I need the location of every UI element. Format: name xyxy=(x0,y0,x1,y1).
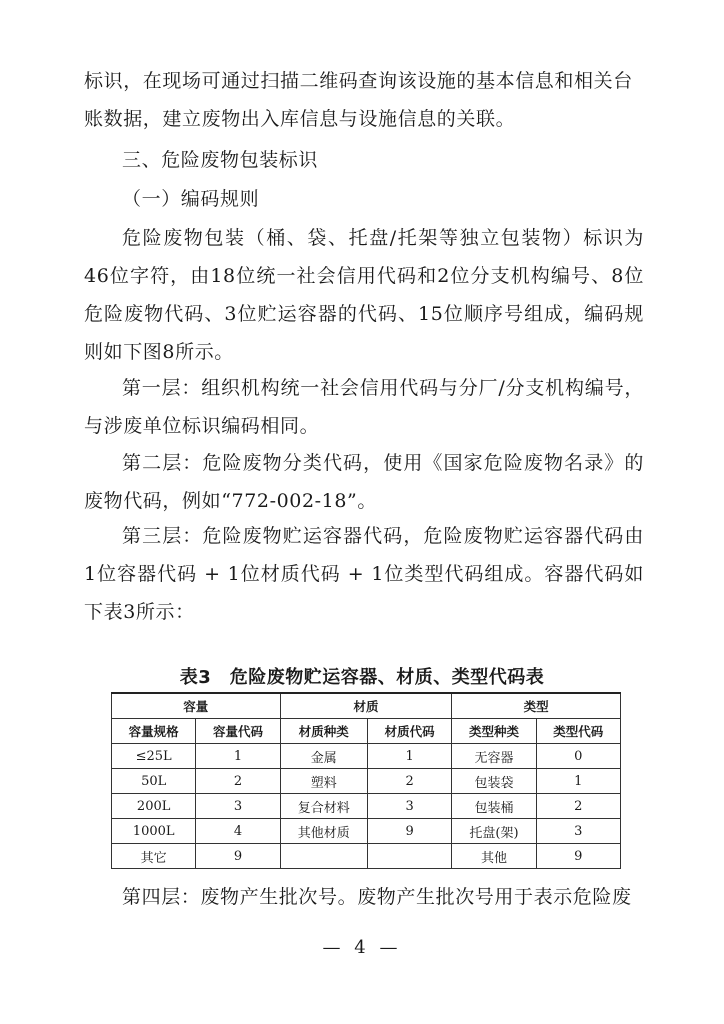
table-cell: 1000L xyxy=(112,819,196,844)
table-caption: 表3 危险废物贮运容器、材质、类型代码表 xyxy=(179,667,545,688)
table-cell xyxy=(280,844,367,869)
table-cell: ≤25L xyxy=(112,744,196,769)
table-cell: 3 xyxy=(536,819,620,844)
table-row xyxy=(112,819,621,844)
table-row xyxy=(112,769,621,794)
table-cell: 9 xyxy=(368,819,452,844)
table-cell: 2 xyxy=(368,769,452,794)
table-cell: 复合材料 xyxy=(280,794,367,819)
paragraph-coding-rule: 危险废物包装（桶、袋、托盘/托架等独立包装物）标识为46位字符，由18位统一社会信用代码和2位分支机构编号、8位危险废物代码、3位贮运容器的代码、15位顺序号组成，编码规则如下图8所示。 xyxy=(84,227,644,363)
table-cell: 9 xyxy=(196,844,280,869)
column-header: 类型代码 xyxy=(536,719,620,744)
column-header: 类型种类 xyxy=(452,719,536,744)
paragraph-layer-2: 第二层：危险废物分类代码，使用《国家危险废物名录》的废物代码，例如“772-002-18”。 xyxy=(84,452,644,512)
table-cell: 托盘(架) xyxy=(452,819,536,844)
paragraph-continued xyxy=(84,62,644,138)
column-header: 材质种类 xyxy=(280,719,367,744)
table-cell: 0 xyxy=(536,744,620,769)
paragraph-layer-3: 第三层：危险废物贮运容器代码，危险废物贮运容器代码由1位容器代码 + 1位材质代码 + 1位类型代码组成。容器代码如下表3所示： xyxy=(84,525,644,623)
table-cell: 2 xyxy=(536,794,620,819)
table-cell: 4 xyxy=(196,819,280,844)
table-cell xyxy=(368,844,452,869)
table-group-header-row xyxy=(112,693,621,719)
paragraph-line: 账数据，建立废物出入库信息与设施信息的关联。 xyxy=(84,108,516,130)
section-heading: 三、危险废物包装标识 xyxy=(122,149,319,171)
column-header: 材质代码 xyxy=(368,719,452,744)
group-header-capacity: 容量 xyxy=(112,693,281,719)
group-header-material: 材质 xyxy=(280,693,452,719)
table-cell: 1 xyxy=(536,769,620,794)
table-cell: 1 xyxy=(196,744,280,769)
container-code-table xyxy=(111,692,621,869)
table-cell: 无容器 xyxy=(452,744,536,769)
group-header-type: 类型 xyxy=(452,693,621,719)
page-number: — 4 — xyxy=(322,937,402,958)
table-cell: 3 xyxy=(196,794,280,819)
table-cell: 2 xyxy=(196,769,280,794)
table-cell: 其它 xyxy=(112,844,196,869)
subsection-heading: （一）编码规则 xyxy=(122,188,260,210)
table-column-header-row xyxy=(112,719,621,744)
table-cell: 其他 xyxy=(452,844,536,869)
table-row xyxy=(112,744,621,769)
table-cell: 200L xyxy=(112,794,196,819)
table-cell: 包装袋 xyxy=(452,769,536,794)
table-cell: 1 xyxy=(368,744,452,769)
column-header: 容量代码 xyxy=(196,719,280,744)
table-cell: 包装桶 xyxy=(452,794,536,819)
table-row xyxy=(112,844,621,869)
table-cell: 塑料 xyxy=(280,769,367,794)
paragraph-layer-4: 第四层：废物产生批次号。废物产生批次号用于表示危险废 xyxy=(122,886,632,908)
table-cell: 其他材质 xyxy=(280,819,367,844)
table-cell: 50L xyxy=(112,769,196,794)
table-row xyxy=(112,794,621,819)
table-cell: 金属 xyxy=(280,744,367,769)
table-cell: 9 xyxy=(536,844,620,869)
paragraph-line: 标识，在现场可通过扫描二维码查询该设施的基本信息和相关台 xyxy=(84,70,633,92)
column-header: 容量规格 xyxy=(112,719,196,744)
paragraph-layer-1: 第一层：组织机构统一社会信用代码与分厂/分支机构编号，与涉废单位标识编码相同。 xyxy=(84,377,644,437)
table-cell: 3 xyxy=(368,794,452,819)
